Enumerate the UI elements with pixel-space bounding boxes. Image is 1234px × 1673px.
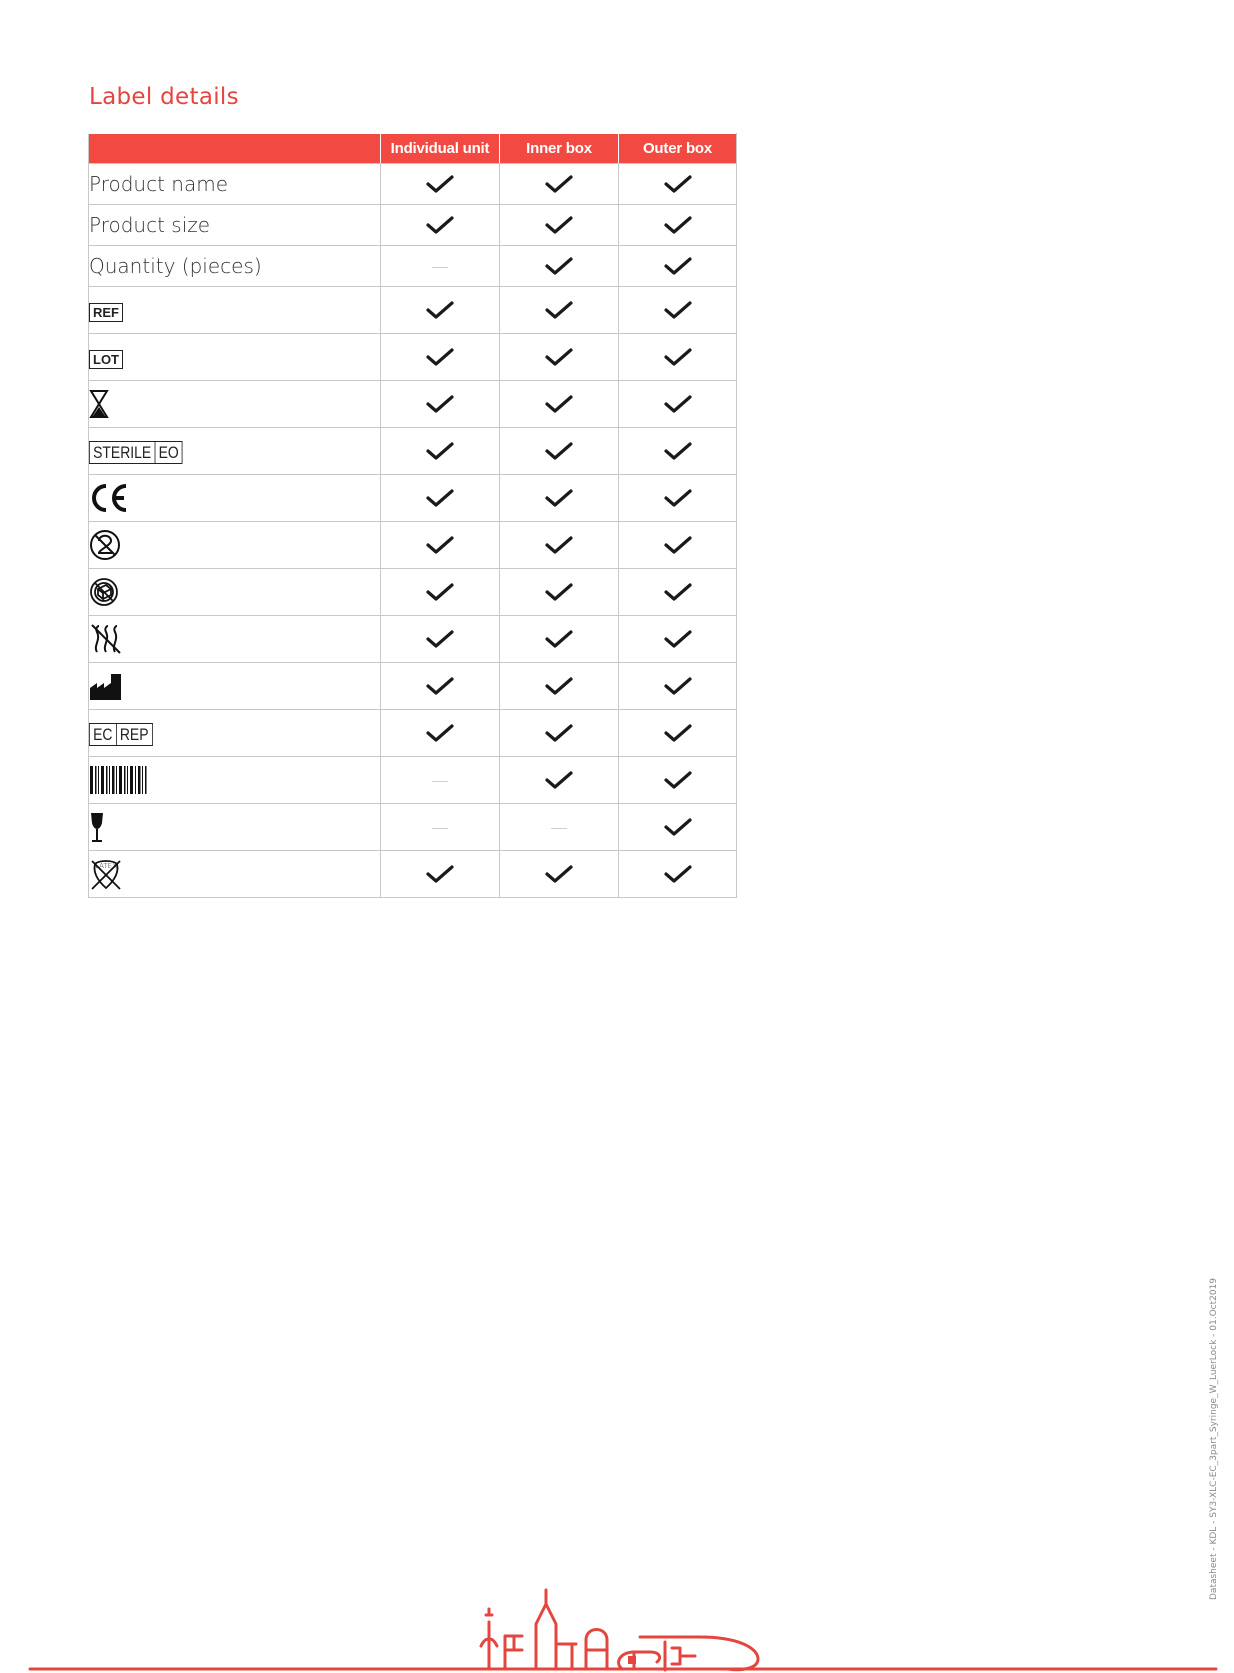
check-icon <box>663 817 693 837</box>
availability-cell <box>500 757 619 804</box>
row-symbol-cell <box>89 710 381 757</box>
row-label: Product name <box>89 164 381 205</box>
row-symbol-cell <box>89 616 381 663</box>
availability-cell <box>500 522 619 569</box>
check-icon <box>663 770 693 790</box>
availability-cell <box>500 710 619 757</box>
check-icon <box>425 215 455 235</box>
table-row <box>89 475 737 522</box>
table-row <box>89 663 737 710</box>
availability-cell <box>500 475 619 522</box>
row-symbol-cell <box>89 381 381 428</box>
row-symbol-cell <box>89 334 381 381</box>
availability-cell <box>500 851 619 898</box>
sterile-eo-symbol: STERILE EO <box>89 441 183 464</box>
check-icon <box>663 535 693 555</box>
check-icon <box>544 864 574 884</box>
check-icon <box>663 300 693 320</box>
availability-cell <box>500 381 619 428</box>
check-icon <box>425 535 455 555</box>
check-icon <box>663 174 693 194</box>
check-icon <box>663 256 693 276</box>
availability-cell <box>500 205 619 246</box>
check-icon <box>425 174 455 194</box>
availability-cell <box>500 616 619 663</box>
check-icon <box>425 723 455 743</box>
availability-cell <box>619 475 737 522</box>
availability-cell <box>619 205 737 246</box>
check-icon <box>544 488 574 508</box>
check-icon <box>544 723 574 743</box>
availability-cell <box>381 334 500 381</box>
availability-cell <box>381 381 500 428</box>
ce-mark-icon <box>89 482 131 514</box>
check-icon <box>663 723 693 743</box>
availability-cell <box>500 246 619 287</box>
availability-cell <box>619 710 737 757</box>
availability-cell <box>381 663 500 710</box>
availability-cell <box>381 851 500 898</box>
check-icon <box>544 582 574 602</box>
availability-cell <box>381 757 500 804</box>
availability-cell <box>500 569 619 616</box>
column-header <box>89 134 381 164</box>
row-symbol-cell <box>89 851 381 898</box>
column-header: Outer box <box>619 134 737 164</box>
check-icon <box>544 300 574 320</box>
check-icon <box>544 770 574 790</box>
check-icon <box>425 582 455 602</box>
row-label: Quantity (pieces) <box>89 246 381 287</box>
availability-cell <box>500 287 619 334</box>
availability-cell <box>381 522 500 569</box>
column-header: Individual unit <box>381 134 500 164</box>
check-icon <box>544 256 574 276</box>
availability-cell <box>381 475 500 522</box>
svg-text:LATEX: LATEX <box>95 862 117 870</box>
ref-symbol: REF <box>89 303 123 322</box>
check-icon <box>663 347 693 367</box>
check-icon <box>425 629 455 649</box>
check-icon <box>425 347 455 367</box>
table-row <box>89 205 737 246</box>
availability-cell <box>619 569 737 616</box>
table-row <box>89 381 737 428</box>
availability-cell <box>381 569 500 616</box>
table-row <box>89 164 737 205</box>
check-icon <box>544 215 574 235</box>
row-symbol-cell <box>89 287 381 334</box>
table-row <box>89 616 737 663</box>
availability-cell <box>500 663 619 710</box>
check-icon <box>544 629 574 649</box>
check-icon <box>663 629 693 649</box>
table-header-row <box>89 134 737 164</box>
ec-rep-symbol: EC REP <box>89 723 153 746</box>
check-icon <box>663 394 693 414</box>
check-icon <box>425 488 455 508</box>
availability-cell <box>381 616 500 663</box>
check-icon <box>663 441 693 461</box>
availability-cell <box>619 616 737 663</box>
row-symbol-cell <box>89 804 381 851</box>
company-logo-footer <box>0 1560 1234 1673</box>
availability-cell <box>500 334 619 381</box>
page-title: Label details <box>89 84 239 110</box>
row-symbol-cell <box>89 475 381 522</box>
availability-cell <box>619 804 737 851</box>
check-icon <box>544 535 574 555</box>
availability-cell <box>619 757 737 804</box>
check-icon <box>663 488 693 508</box>
availability-cell <box>500 804 619 851</box>
availability-cell <box>381 804 500 851</box>
availability-cell <box>619 246 737 287</box>
label-details-table <box>88 133 737 898</box>
check-icon <box>425 676 455 696</box>
check-icon <box>663 582 693 602</box>
check-icon <box>663 215 693 235</box>
dash-icon <box>551 828 567 829</box>
non-pyrogenic-icon <box>89 622 123 656</box>
check-icon <box>544 174 574 194</box>
row-symbol-cell <box>89 569 381 616</box>
check-icon <box>544 394 574 414</box>
availability-cell <box>619 381 737 428</box>
table-row <box>89 428 737 475</box>
availability-cell <box>619 428 737 475</box>
row-symbol-cell <box>89 663 381 710</box>
barcode-icon <box>89 765 147 795</box>
check-icon <box>663 864 693 884</box>
lot-symbol: LOT <box>89 350 123 369</box>
table-row <box>89 287 737 334</box>
check-icon <box>425 441 455 461</box>
availability-cell <box>381 710 500 757</box>
table-row <box>89 851 737 898</box>
document-reference: Datasheet - KDL - SY3-XLC-EC_3part_Syringe_W_LuerLock - 01.Oct2019 <box>1209 1277 1219 1600</box>
availability-cell <box>381 164 500 205</box>
fragile-icon <box>89 811 105 843</box>
dash-icon <box>432 267 448 268</box>
check-icon <box>425 300 455 320</box>
latex-free-icon <box>89 858 123 890</box>
row-label: Product size <box>89 205 381 246</box>
do-not-use-if-damaged-icon <box>89 577 119 607</box>
check-icon <box>544 347 574 367</box>
check-icon <box>663 676 693 696</box>
check-icon <box>544 441 574 461</box>
row-symbol-cell <box>89 757 381 804</box>
column-header: Inner box <box>500 134 619 164</box>
row-symbol-cell <box>89 428 381 475</box>
dash-icon <box>432 828 448 829</box>
check-icon <box>425 394 455 414</box>
table-row <box>89 804 737 851</box>
table-row <box>89 569 737 616</box>
availability-cell <box>381 205 500 246</box>
availability-cell <box>619 522 737 569</box>
table-row <box>89 757 737 804</box>
availability-cell <box>381 246 500 287</box>
row-symbol-cell <box>89 522 381 569</box>
hourglass-icon <box>89 389 109 419</box>
availability-cell <box>619 334 737 381</box>
availability-cell <box>619 851 737 898</box>
availability-cell <box>619 287 737 334</box>
manufacturer-icon <box>89 671 123 701</box>
availability-cell <box>500 164 619 205</box>
check-icon <box>425 864 455 884</box>
check-icon <box>544 676 574 696</box>
table-row <box>89 334 737 381</box>
do-not-reuse-icon <box>89 529 121 561</box>
availability-cell <box>500 428 619 475</box>
table-row <box>89 710 737 757</box>
table-row <box>89 522 737 569</box>
dash-icon <box>432 781 448 782</box>
availability-cell <box>381 287 500 334</box>
availability-cell <box>619 663 737 710</box>
availability-cell <box>381 428 500 475</box>
table-row <box>89 246 737 287</box>
availability-cell <box>619 164 737 205</box>
